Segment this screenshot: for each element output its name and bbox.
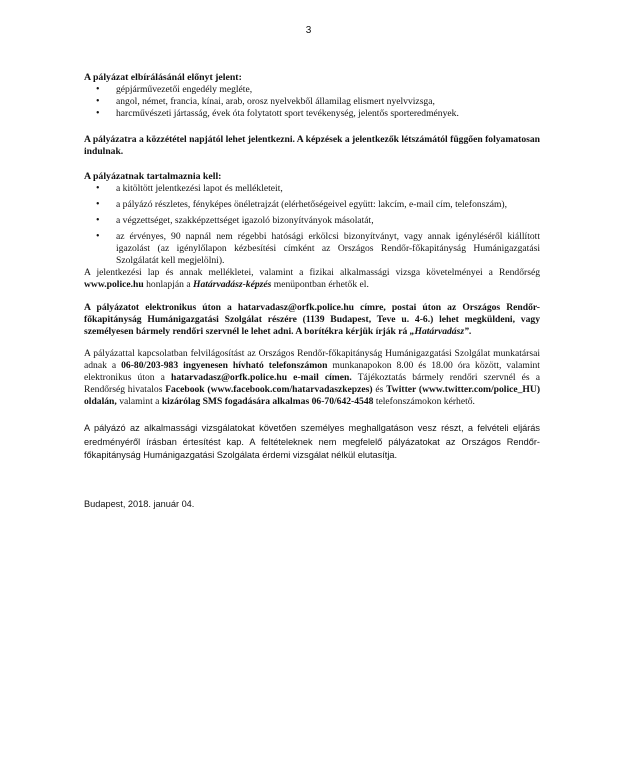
twitter-link: Twitter (www.twitter.com/police_HU) oldalán, [84, 384, 541, 407]
list-item: • a pályázó részletes, fényképes önéletrajzát (elérhetőségeivel együtt: lakcím, e-mail cím, telefonszám), [84, 199, 540, 211]
info-paragraph [84, 348, 540, 408]
final-note: A pályázó az alkalmassági vizsgálatokat követően személyes meghallgatáson vesz részt, a felvételi eljárás eredményéről írásban értesítést kap. A feltételeknek nem megfelelő pályázatokat az Országos Rendőr-főkapitányság Humánigazgatási Szolgálata érdemi vizsgálat nélkül elutasítja. [84, 423, 540, 460]
info-text: és [372, 384, 387, 395]
list-item: • angol, német, francia, kínai, arab, orosz nyelvekből államilag elismert nyelvvizsga, [84, 96, 540, 108]
info-text: valamint a [116, 396, 162, 407]
page-number: 3 [305, 25, 312, 36]
contents-list [84, 183, 540, 267]
forms-note-text: menüpontban érhetők el. [271, 279, 369, 290]
info-text: telefonszámokon kérhető. [373, 396, 475, 407]
info-text: munkanapokon 8.00 és 18.00 óra között, valamint elektronikus úton a [84, 360, 540, 383]
document-body [84, 72, 540, 510]
sms-number: kizárólag SMS fogadására alkalmas 06-70/642-4548 [161, 396, 374, 407]
list-item: • harcművészeti jártasság, évek óta folytatott sport tevékenység, jelentős sporteredmények. [84, 108, 540, 120]
advantage-section [84, 72, 540, 120]
advantage-heading: A pályázat elbírálásánál előnyt jelent: [84, 72, 242, 83]
list-item: • a kitöltött jelentkezési lapot és mellékleteit, [84, 183, 540, 195]
application-notice: A pályázatra a közzététel napjától lehet jelentkezni. A képzések a jelentkezők létszámától függően folyamatosan indulnak. [84, 134, 540, 157]
contents-section [84, 171, 540, 267]
submission-text: A pályázatot elektronikus úton a hatarvadasz@orfk.police.hu címre, postai úton az Országos Rendőr-főkapitányság Humánigazgatási Szolgálat részére (1139 Budapest, Teve u. 4-6.) lehet megküldeni, vagy személyesen bármely rendőri szervnél le lehet adni. A borítékra kérjük írják rá [84, 302, 540, 337]
envelope-label: „Határvadász” [409, 326, 469, 337]
advantage-list [84, 84, 540, 120]
contents-heading: A pályázatnak tartalmaznia kell: [84, 171, 222, 182]
list-item: • gépjárművezetői engedély megléte, [84, 84, 540, 96]
submission-text: . [468, 326, 472, 337]
menu-name: Határvadász-képzés [193, 279, 272, 290]
info-text: Tájékoztatás bármely rendőri szervnél és a Rendőrség hivatalos [84, 372, 540, 395]
facebook-link: Facebook (www.facebook.com/hatarvadaszkepzes) [165, 384, 373, 395]
free-phone-number: 06-80/203-983 ingyenesen hívható telefonszámon [121, 360, 328, 371]
list-item: • az érvényes, 90 napnál nem régebbi hatósági erkölcsi bizonyítványt, vagy annak igényléséről kiállított igazolást (az igénylőlapon kézbesítési címként az Országos Rendőr-főkapitányság Humánigazgatási Szolgálatát kell megjelölni). [84, 231, 540, 267]
email-address: hatarvadasz@orfk.police.hu e-mail címen. [171, 372, 352, 383]
info-text: A pályázattal kapcsolatban felvilágosítást az Országos Rendőr-főkapitányság Humánigazgatási Szolgálat munkatársai adnak a [84, 348, 540, 371]
forms-note [84, 267, 540, 291]
forms-note-text: honlapján a [143, 279, 193, 290]
list-item: • a végzettséget, szakképzettséget igazoló bizonyítványok másolatát, [84, 215, 540, 227]
police-website: www.police.hu [84, 279, 144, 290]
submission-paragraph [84, 302, 540, 338]
date-line: Budapest, 2018. január 04. [84, 498, 195, 509]
forms-note-text: A jelentkezési lap és annak mellékletei, valamint a fizikai alkalmassági vizsga követelményei a Rendőrség [84, 267, 540, 278]
